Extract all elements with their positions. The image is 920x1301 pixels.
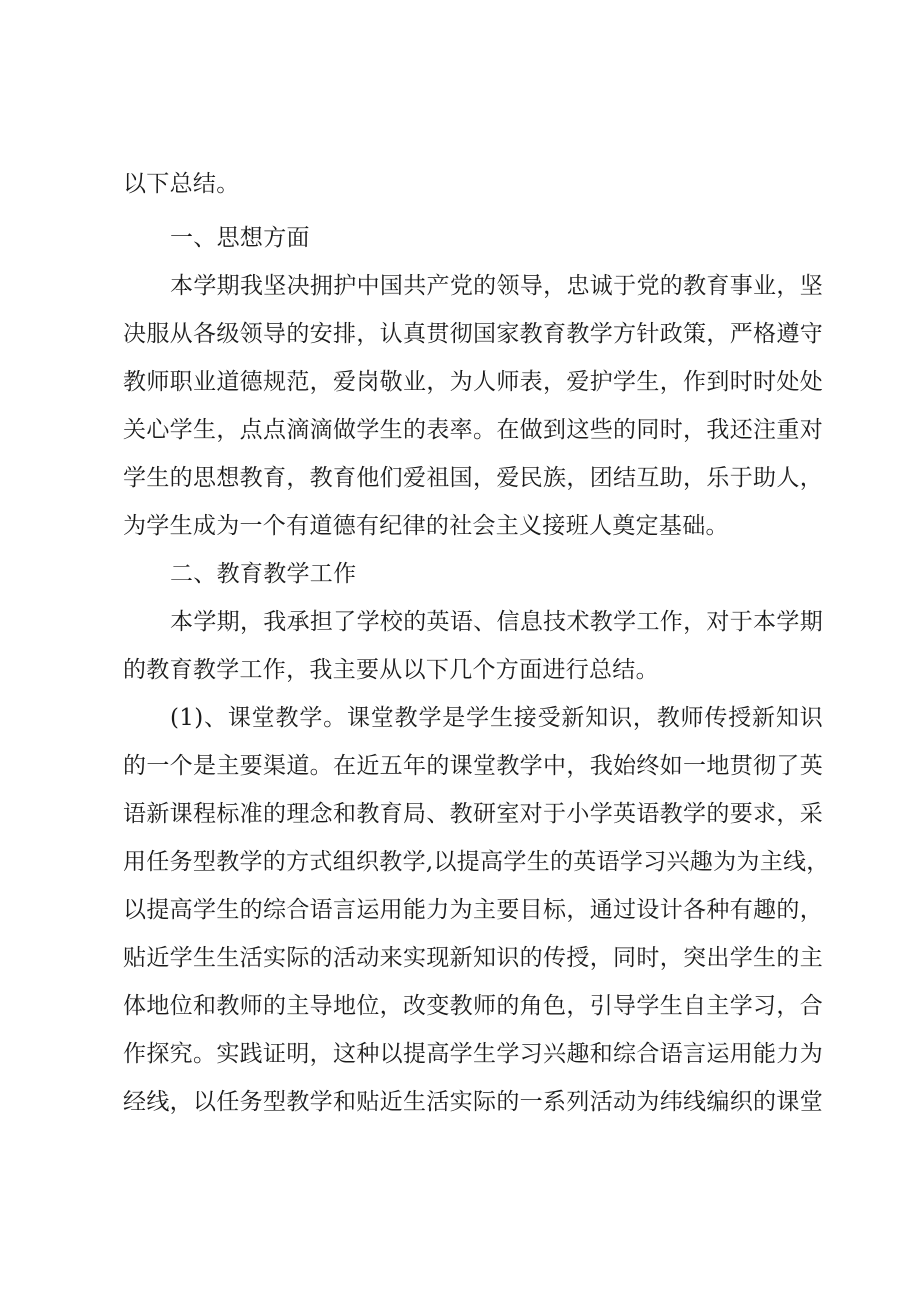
text-line: 语新课程标准的理念和教育局、教研室对于小学英语教学的要求，采 — [123, 801, 823, 827]
text-line: 用任务型教学的方式组织教学,以提高学生的英语学习兴趣为为主线， — [123, 849, 830, 875]
text-line: 体地位和教师的主导地位，改变教师的角色，引导学生自主学习，合 — [123, 993, 823, 1019]
text-line: 以下总结。 — [123, 171, 240, 197]
text-line: 为学生成为一个有道德有纪律的社会主义接班人奠定基础。 — [123, 513, 729, 539]
text-line: 关心学生，点点滴滴做学生的表率。在做到这些的同时，我还注重对 — [123, 417, 823, 443]
text-line: 经线，以任务型教学和贴近生活实际的一系列活动为纬线编织的课堂 — [123, 1089, 823, 1115]
text-line: 的教育教学工作，我主要从以下几个方面进行总结。 — [123, 657, 659, 683]
text-line: 的一个是主要渠道。在近五年的课堂教学中，我始终如一地贯彻了英 — [123, 753, 823, 779]
section-heading: 二、教育教学工作 — [170, 561, 357, 587]
text-line: (1)、课堂教学。课堂教学是学生接受新知识，教师传授新知识 — [170, 705, 823, 731]
text-line: 决服从各级领导的安排，认真贯彻国家教育教学方针政策，严格遵守 — [123, 321, 823, 347]
text-line: 贴近学生生活实际的活动来实现新知识的传授，同时，突出学生的主 — [123, 945, 823, 971]
section-heading: 一、思想方面 — [170, 225, 310, 251]
text-line: 本学期，我承担了学校的英语、信息技术教学工作，对于本学期 — [170, 609, 823, 635]
text-line: 以提高学生的综合语言运用能力为主要目标，通过设计各种有趣的， — [123, 897, 823, 923]
text-line: 本学期我坚决拥护中国共产党的领导，忠诚于党的教育事业，坚 — [170, 273, 823, 299]
text-line: 学生的思想教育，教育他们爱祖国，爱民族，团结互助，乐于助人， — [123, 465, 823, 491]
text-line: 作探究。实践证明，这种以提高学生学习兴趣和综合语言运用能力为 — [123, 1041, 823, 1067]
text-line: 教师职业道德规范，爱岗敬业，为人师表，爱护学生，作到时时处处 — [123, 369, 823, 395]
